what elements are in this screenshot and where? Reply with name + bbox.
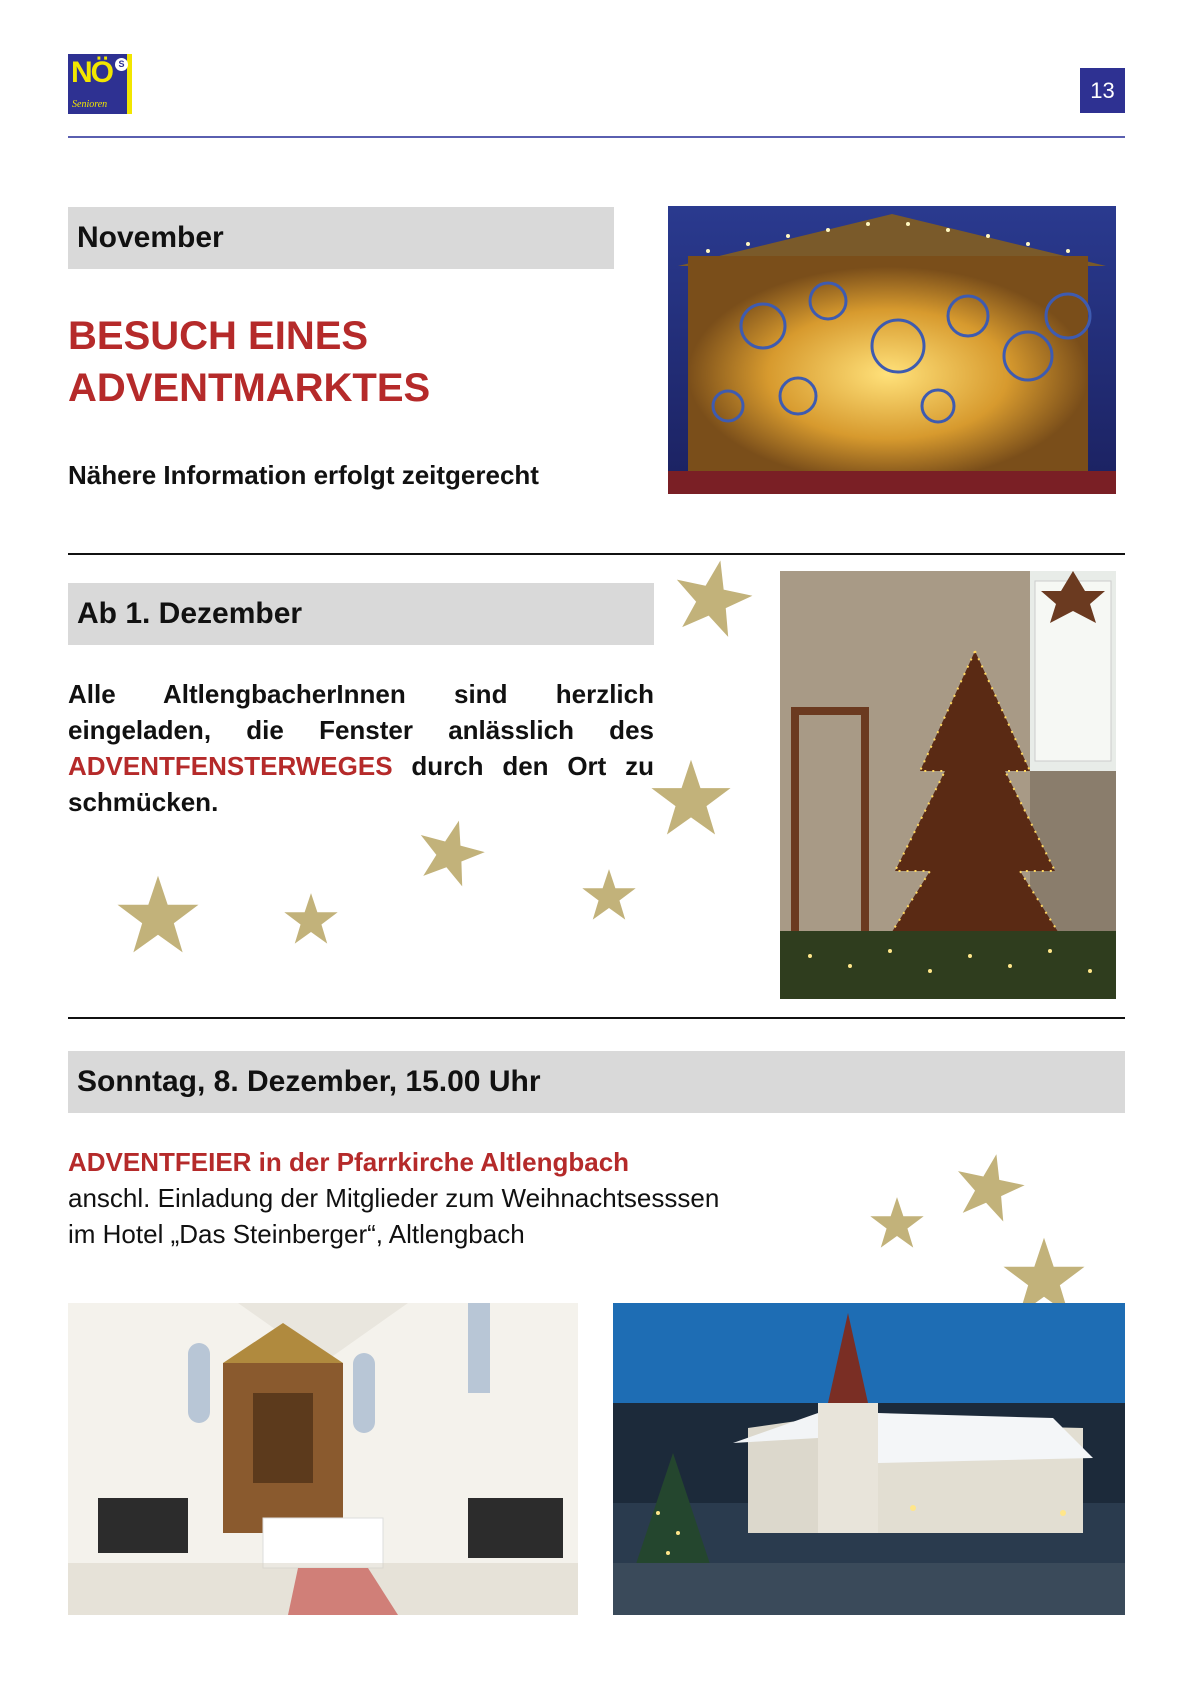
star-icon xyxy=(580,868,638,926)
star-icon xyxy=(114,874,202,962)
section1-title-line1: BESUCH EINES xyxy=(68,314,369,358)
section1-date-box xyxy=(68,207,614,269)
section3-line3: im Hotel „Das Steinberger“, Altlengbach xyxy=(68,1219,525,1249)
advent-market-photo xyxy=(668,206,1116,494)
star-icon xyxy=(952,1152,1026,1226)
section1-title-line2: ADVENTMARKTES xyxy=(68,366,431,410)
section2-date-box xyxy=(68,583,654,645)
church-interior-photo xyxy=(68,1303,578,1615)
star-icon xyxy=(868,1196,926,1254)
advent-window-sled-photo xyxy=(780,571,1116,999)
section3-highlight: ADVENTFEIER in der Pfarrkirche Altlengbach xyxy=(68,1147,630,1177)
logo-sub-text: Senioren xyxy=(72,99,108,110)
section3-date-box xyxy=(68,1051,1125,1113)
page-number: 13 xyxy=(1080,68,1125,113)
section3-text xyxy=(68,1144,719,1252)
star-icon xyxy=(282,892,340,950)
section2-date: Ab 1. Dezember xyxy=(77,597,303,630)
star-icon xyxy=(414,818,486,890)
noe-senioren-logo xyxy=(68,54,132,114)
logo-main-text: NÖ xyxy=(71,56,112,89)
section2-text-part2: durch den Ort zu schmücken. xyxy=(68,751,654,817)
section2-text-part1: Alle AltlengbacherInnen sind herzlich eingeladen, die Fenster anlässlich des xyxy=(68,679,654,745)
section3-date: Sonntag, 8. Dezember, 15.00 Uhr xyxy=(77,1065,541,1098)
section-divider-2 xyxy=(68,1017,1125,1019)
star-icon xyxy=(648,758,734,844)
section-divider-1 xyxy=(68,553,1125,555)
section2-highlight: ADVENTFENSTERWEGES xyxy=(68,751,393,781)
header-divider xyxy=(68,136,1125,138)
star-icon xyxy=(670,558,754,642)
section1-title xyxy=(68,310,628,414)
church-exterior-winter-photo xyxy=(613,1303,1125,1615)
section1-info: Nähere Information erfolgt zeitgerecht xyxy=(68,460,539,490)
section2-text xyxy=(68,676,654,820)
section1-date: November xyxy=(77,221,224,254)
logo-sup-text: S xyxy=(115,58,128,71)
section3-line2: anschl. Einladung der Mitglieder zum Weihnachtsesssen xyxy=(68,1183,720,1213)
